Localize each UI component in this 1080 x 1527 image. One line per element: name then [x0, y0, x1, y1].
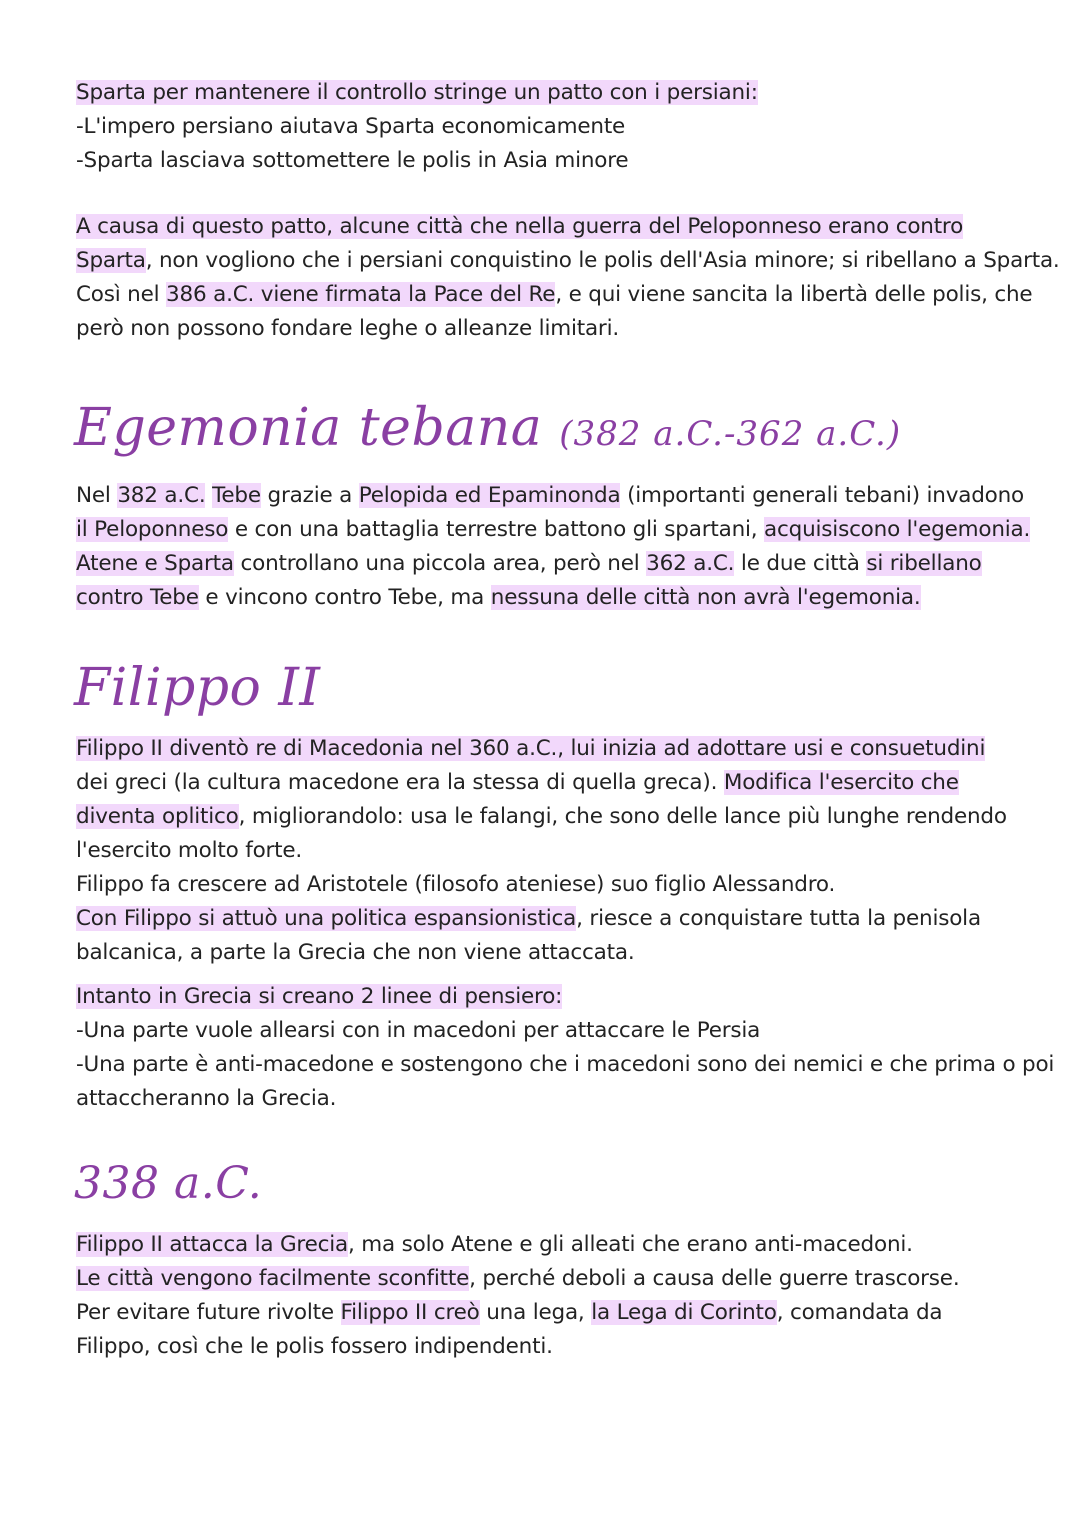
tebe-l3d: le due città: [734, 551, 867, 576]
tebe-l1e: grazie a: [260, 483, 359, 508]
tebe-paragraph: [76, 479, 1031, 615]
patto-line-1: A causa di questo patto, alcune città che nella guerra del Peloponneso erano contro: [76, 214, 964, 239]
tebe-l2c: acquisiscono l'egemonia.: [764, 517, 1031, 542]
filippo-paragraph: [76, 732, 1016, 970]
filippo-l5: Filippo fa crescere ad Aristotele (filosofo ateniese) suo figlio Alessandro.: [76, 872, 836, 897]
patto-line-4: però non possono fondare leghe o alleanze limitari.: [76, 316, 619, 341]
filippo-l6b: , riesce a conquistare tutta la penisola: [576, 906, 981, 931]
patto-line-2-hl: Sparta: [76, 248, 146, 273]
tebe-l1g: (importanti generali tebani) invadono: [620, 483, 1024, 508]
patto-line-3c: , e qui viene sancita la libertà delle polis, che: [555, 282, 1033, 307]
tebe-l3a: Atene e Sparta: [76, 551, 234, 576]
patto-line-3a: Così nel: [76, 282, 167, 307]
tebe-l2b: e con una battaglia terrestre battono gli spartani,: [228, 517, 765, 542]
tebe-l2a: il Peloponneso: [76, 517, 229, 542]
patto-paragraph: [76, 210, 1060, 346]
section-title-filippo: Filippo II: [74, 658, 321, 718]
patto-line-3-hl: 386 a.C. viene firmata la Pace del Re: [166, 282, 556, 307]
tebe-l3b: controllano una piccola area, però nel: [233, 551, 647, 576]
filippo-l10: -Una parte è anti-macedone e sostengono che i macedoni sono dei nemici e che prima o poi: [76, 1052, 1055, 1077]
intro-paragraph: [76, 76, 1016, 178]
y338-l1a: Filippo II attacca la Grecia: [76, 1232, 348, 1257]
filippo-l4: l'esercito molto forte.: [76, 838, 303, 863]
y338-l2b: , perché deboli a causa delle guerre trascorse.: [469, 1266, 960, 1291]
intro-line-3: -Sparta lasciava sottomettere le polis in Asia minore: [76, 148, 629, 173]
intro-line-2: -L'impero persiano aiutava Sparta economicamente: [76, 114, 626, 139]
tebe-l3e: si ribellano: [866, 551, 982, 576]
filippo-l1: Filippo II diventò re di Macedonia nel 360 a.C., lui inizia ad adottare usi e consuetudini: [76, 736, 986, 761]
y338-l3c: una lega,: [479, 1300, 592, 1325]
filippo-l2b: Modifica l'esercito che: [723, 770, 959, 795]
tebe-l1b: 382 a.C.: [117, 483, 206, 508]
filippo-l3a: diventa oplitico: [76, 804, 239, 829]
filippo-thoughts: [76, 980, 1055, 1116]
y338-l4: Filippo, così che le polis fossero indipendenti.: [76, 1334, 553, 1359]
tebe-title: Egemonia tebana: [74, 398, 543, 458]
tebe-l3c: 362 a.C.: [646, 551, 735, 576]
tebe-l4b: e vincono contro Tebe, ma: [198, 585, 491, 610]
y338-l3a: Per evitare future rivolte: [76, 1300, 341, 1325]
tebe-dates: (382 a.C.-362 a.C.): [559, 414, 902, 454]
y338-l2a: Le città vengono facilmente sconfitte: [76, 1266, 470, 1291]
y338-l3b: Filippo II creò: [340, 1300, 480, 1325]
patto-line-2: , non vogliono che i persiani conquistino le polis dell'Asia minore; si ribellano a Sparta.: [145, 248, 1060, 273]
tebe-l1f: Pelopida ed Epaminonda: [358, 483, 621, 508]
tebe-l4c: nessuna delle città non avrà l'egemonia.: [490, 585, 921, 610]
intro-line-1: Sparta per mantenere il controllo stringe un patto con i persiani:: [76, 80, 758, 105]
y338-l3d: la Lega di Corinto: [591, 1300, 777, 1325]
filippo-l7: balcanica, a parte la Grecia che non viene attaccata.: [76, 940, 635, 965]
filippo-l9: -Una parte vuole allearsi con in macedoni per attaccare le Persia: [76, 1018, 761, 1043]
filippo-l8: Intanto in Grecia si creano 2 linee di pensiero:: [76, 984, 563, 1009]
y338-paragraph: [76, 1228, 1016, 1364]
tebe-l1a: Nel: [76, 483, 118, 508]
section-title-tebe: [74, 398, 901, 458]
filippo-l11: attaccheranno la Grecia.: [76, 1086, 337, 1111]
tebe-l4a: contro Tebe: [76, 585, 199, 610]
y338-l1b: , ma solo Atene e gli alleati che erano anti-macedoni.: [348, 1232, 913, 1257]
filippo-l2a: dei greci (la cultura macedone era la stessa di quella greca).: [76, 770, 724, 795]
section-title-338: 338 a.C.: [74, 1158, 263, 1209]
tebe-l1d: Tebe: [212, 483, 261, 508]
filippo-l6a: Con Filippo si attuò una politica espansionistica: [76, 906, 577, 931]
filippo-l3b: , migliorandolo: usa le falangi, che sono delle lance più lunghe rendendo: [238, 804, 1007, 829]
y338-l3e: , comandata da: [776, 1300, 943, 1325]
